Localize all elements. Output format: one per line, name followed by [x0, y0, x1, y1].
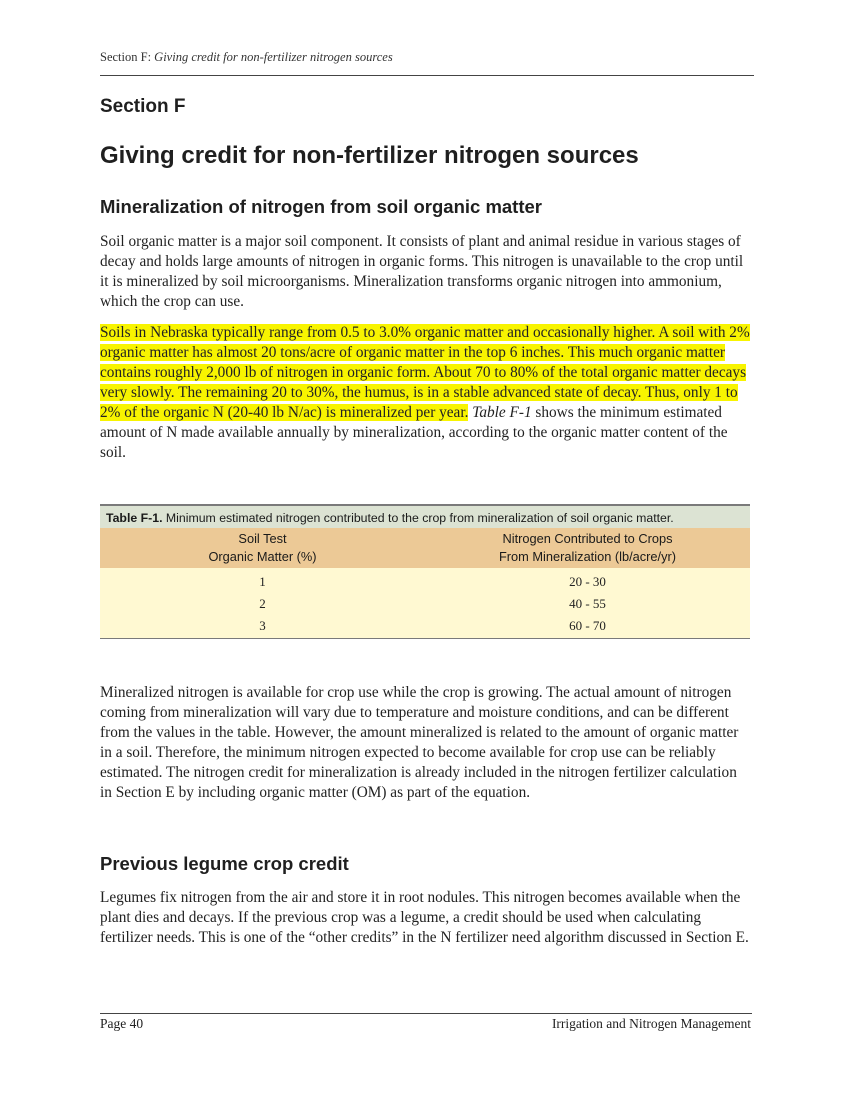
- subheading-legume-credit: Previous legume crop credit: [100, 853, 349, 874]
- section-label: Section F: [100, 96, 186, 117]
- table-row: [100, 571, 750, 593]
- table-caption: [100, 504, 750, 528]
- table-body: [100, 568, 750, 639]
- table-caption-label: Table F-1.: [106, 511, 163, 525]
- table-caption-text: Minimum estimated nitrogen contributed to the crop from mineralization of soil organic matter.: [162, 511, 674, 525]
- column-header-line: From Mineralization (lb/acre/yr): [498, 549, 677, 564]
- column-header-organic-matter: [100, 530, 425, 566]
- table-f1: [100, 504, 750, 639]
- header-rule: [100, 75, 754, 76]
- cell-nitrogen: 20 - 30: [569, 574, 606, 589]
- footer-rule: [100, 1013, 752, 1014]
- paragraph-mineralized-nitrogen: Mineralized nitrogen is available for crop use while the crop is growing. The actual amount of nitrogen coming from mineralization will vary due to temperature and moisture conditions, and can be different from the values in the table. However, the amount mineralized is related to the amount of organic matter in a soil. Therefore, the minimum nitrogen expected to become available for crop use can be reliably estimated. The nitrogen credit for mineralization is already included in the nitrogen fertilizer calculation in Section E by including organic matter (OM) as part of the equation.: [100, 684, 739, 801]
- paragraph-organic-matter: Soil organic matter is a major soil component. It consists of plant and animal residue in various stages of decay and holds large amounts of nitrogen in organic forms. This nitrogen is unavailable to the crop until it is mineralized by soil microorganisms. Mineralization transforms organic nitrogen into ammonium, which the crop can use.: [100, 233, 744, 310]
- subheading-mineralization: Mineralization of nitrogen from soil organic matter: [100, 196, 542, 217]
- paragraph-nebraska-soils: [100, 323, 752, 463]
- highlighted-text: Soils in Nebraska typically range from 0.5 to 3.0% organic matter and occasionally higher. A soil with 2% organic matter has almost 20 tons/acre of organic matter in the top 6 inches. This much organic matter contains roughly 2,000 lb of nitrogen in organic form. About 70 to 80% of the total organic matter decays very slowly. The remaining 20 to 30%, the humus, is in a stable advanced state of decay. Thus, only 1 to 2% of the organic N (20-40 lb N/ac) is mineralized per year.: [100, 324, 750, 421]
- table-row: [100, 593, 750, 615]
- table-header-row: [100, 528, 750, 568]
- table-reference: Table F-1: [472, 404, 532, 421]
- running-header-title: Giving credit for non-fertilizer nitrogen sources: [154, 50, 393, 64]
- cell-nitrogen: 40 - 55: [569, 596, 606, 611]
- column-header-line: Soil Test: [238, 531, 287, 546]
- cell-nitrogen: 60 - 70: [569, 618, 606, 633]
- paragraph-legumes: Legumes fix nitrogen from the air and store it in root nodules. This nitrogen becomes available when the plant dies and decays. If the previous crop was a legume, a credit should be used when calculating fertilizer needs. This is one of the “other credits” in the N fertilizer need algorithm discussed in Section E.: [100, 889, 749, 946]
- column-header-nitrogen: [425, 530, 750, 566]
- cell-organic-matter: 3: [259, 618, 266, 633]
- cell-organic-matter: 2: [259, 596, 266, 611]
- cell-organic-matter: 1: [259, 574, 266, 589]
- table-row: [100, 615, 750, 637]
- running-header: [100, 50, 754, 65]
- publication-title: Irrigation and Nitrogen Management: [551, 1016, 751, 1031]
- page-number: Page 40: [100, 1016, 144, 1031]
- column-header-line: Nitrogen Contributed to Crops: [502, 531, 673, 546]
- paragraph-continuation: shows the minimum estimated amount of N made available annually by mineralization, according to the organic matter content of the soil.: [100, 404, 728, 461]
- page-title: Giving credit for non-fertilizer nitrogen sources: [100, 142, 639, 169]
- column-header-line: Organic Matter (%): [208, 549, 317, 564]
- running-header-prefix: Section F:: [100, 50, 155, 64]
